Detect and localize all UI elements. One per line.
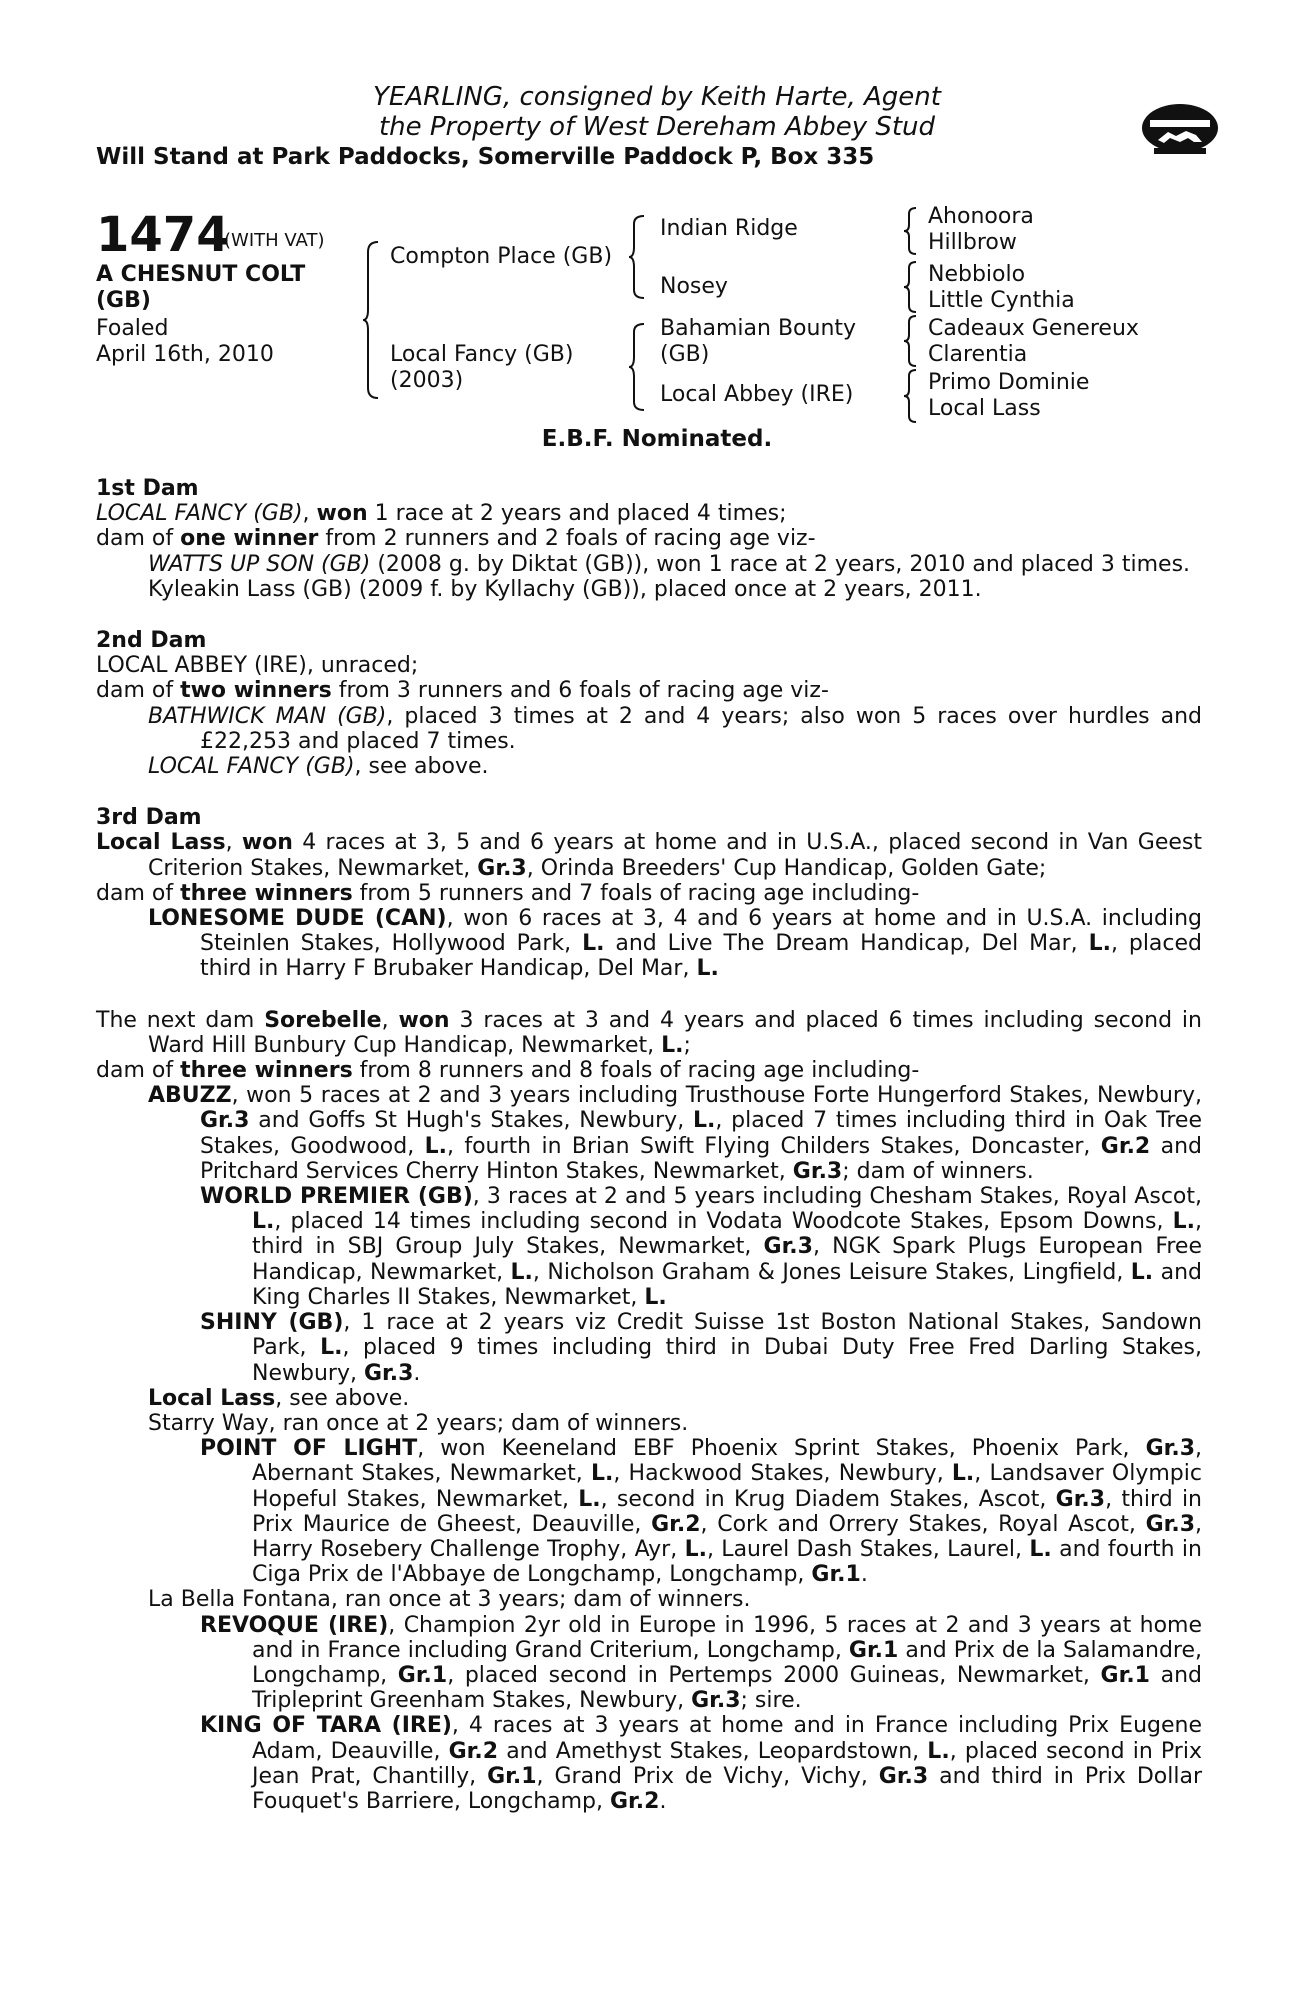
lot-number: 1474 [96,207,230,263]
ebf-nominated: E.B.F. Nominated. [541,426,773,452]
pedigree-sire-dam: Nosey [660,274,728,299]
catalogue-body [96,476,1202,1814]
pedigree-brace-gen3-2 [903,260,919,314]
lot-vat: (WITH VAT) [224,230,325,251]
next-dam-produce: dam of three winners from 8 runners and 8 foals of racing age including- [96,1058,920,1084]
first-dam-produce: dam of one winner from 2 runners and 2 foals of racing age viz- [96,526,816,552]
pedigree-gen3-4: Little Cynthia [928,288,1075,313]
local-lass-entry: Local Lass, see above. [148,1385,410,1411]
starry-way-entry: Starry Way, ran once at 2 years; dam of winners. [148,1410,689,1436]
pedigree-gen3-6: Clarentia [928,342,1028,367]
pedigree-sire: Compton Place (GB) [390,244,613,269]
pedigree-dam-sire-line1: Bahamian Bounty [660,316,857,341]
first-dam-foal-2: Kyleakin Lass (GB) (2009 f. by Kyllachy (GB)), placed once at 2 years, 2011. [148,576,982,602]
pedigree-brace-gen3-3 [903,314,919,368]
third-dam-produce: dam of three winners from 5 runners and 7 foals of racing age including- [96,880,920,906]
abuzz-entry: ABUZZ, won 5 races at 2 and 3 years including Trusthouse Forte Hungerford Stakes, Newbury, Gr.3 and Goffs St Hugh's Stakes, Newbury, L., placed 7 times including third in Oak Tree Stakes, Goodwood, L., fourth in Brian Swift Flying Childers Stakes, Doncaster, Gr.2 and Pritchard Services Cherry Hinton Stakes, Newmarket, Gr.3; dam of winners. [148,1083,1202,1184]
first-dam-foal-1: WATTS UP SON (GB) (2008 g. by Diktat (GB)), won 1 race at 2 years, 2010 and placed 3 times. [148,551,1191,577]
yearling-bonus-badge-icon [1140,98,1220,156]
pedigree-sire-sire: Indian Ridge [660,216,798,241]
second-dam-heading: 2nd Dam [96,628,207,654]
pedigree-gen3-2: Hillbrow [928,230,1017,255]
point-of-light-entry: POINT OF LIGHT, won Keeneland EBF Phoenix Sprint Stakes, Phoenix Park, Gr.3, Abernant Stakes, Newmarket, L., Hackwood Stakes, Newbury, L., Landsaver Olympic Hopeful Stakes, Newmarket, L., second in Krug Diadem Stakes, Ascot, Gr.3, third in Prix Maurice de Gheest, Deauville, Gr.2, Cork and Orrery Stakes, Royal Ascot, Gr.3, Harry Rosebery Challenge Trophy, Ayr, L., Laurel Dash Stakes, Laurel, L. and fourth in Ciga Prix de l'Abbaye de Longchamp, Longchamp, Gr.1. [200,1436,1202,1588]
revoque-entry: REVOQUE (IRE), Champion 2yr old in Europe in 1996, 5 races at 2 and 3 years at home and in France including Grand Criterium, Longchamp, Gr.1 and Prix de la Salamandre, Longchamp, Gr.1, placed second in Pertemps 2000 Guineas, Newmarket, Gr.1 and Tripleprint Greenham Stakes, Newbury, Gr.3; sire. [200,1612,1203,1714]
second-dam-foal-1: BATHWICK MAN (GB), placed 3 times at 2 and 4 years; also won 5 races over hurdles and £22,253 and placed 7 times. [148,703,1202,754]
pedigree-dam-line1: Local Fancy (GB) [390,342,574,367]
pedigree-dam-dam: Local Abbey (IRE) [660,382,854,407]
world-premier-entry: WORLD PREMIER (GB), 3 races at 2 and 5 years including Chesham Stakes, Royal Ascot, L., placed 14 times including second in Vodata Woodcote Stakes, Epsom Downs, L., third in SBJ Group July Stakes, Newmarket, Gr.3, NGK Spark Plugs European Free Handicap, Newmarket, L., Nicholson Graham & Jones Leisure Stakes, Lingfield, L. and King Charles II Stakes, Newmarket, L. [200,1184,1203,1310]
header-property: the Property of West Dereham Abbey Stud [378,112,936,142]
pedigree-brace-gen3-1 [903,206,919,256]
third-dam-heading: 3rd Dam [96,805,202,831]
header-location: Will Stand at Park Paddocks, Somerville Paddock P, Box 335 [96,144,875,170]
pedigree-gen3-1: Ahonoora [928,204,1034,229]
lot-foaled-label: Foaled [96,316,169,341]
shiny-entry: SHINY (GB), 1 race at 2 years viz Credit Suisse 1st Boston National Stakes, Sandown Park, L., placed 9 times including third in Dubai Duty Free Fred Darling Stakes, Newbury, Gr.3. [200,1310,1202,1386]
first-dam-record: LOCAL FANCY (GB), won 1 race at 2 years and placed 4 times; [96,501,787,527]
king-of-tara-entry: KING OF TARA (IRE), 4 races at 3 years at home and in France including Prix Eugene Adam, Deauville, Gr.2 and Amethyst Stakes, Leopardstown, L., placed second in Prix Jean Prat, Chantilly, Gr.1, Grand Prix de Vichy, Vichy, Gr.3 and third in Prix Dollar Fouquet's Barriere, Longchamp, Gr.2. [200,1713,1202,1814]
pedigree-brace-sire [628,214,648,300]
pedigree-dam-line2: (2003) [390,368,464,393]
lot-foaled-date: April 16th, 2010 [96,342,274,367]
second-dam-record: LOCAL ABBEY (IRE), unraced; [96,653,419,679]
pedigree-brace-main [362,240,382,400]
third-dam-record: Local Lass, won 4 races at 3, 5 and 6 years at home and in U.S.A., placed second in Van Geest Criterion Stakes, Newmarket, Gr.3, Orinda Breeders' Cup Handicap, Golden Gate; [96,830,1202,881]
third-dam-foal-1: LONESOME DUDE (CAN), won 6 races at 3, 4 and 6 years at home and in U.S.A. including Steinlen Stakes, Hollywood Park, L. and Live The Dream Handicap, Del Mar, L., placed third in Harry F Brubaker Handicap, Del Mar, L. [148,906,1203,982]
la-bella-fontana-entry: La Bella Fontana, ran once at 3 years; dam of winners. [148,1587,751,1613]
lot-name-line2: (GB) [96,288,151,313]
pedigree-gen3-3: Nebbiolo [928,262,1026,287]
first-dam-heading: 1st Dam [96,476,199,501]
lot-name-line1: A CHESNUT COLT [96,262,306,287]
pedigree-brace-gen3-4 [903,368,919,424]
pedigree-brace-dam [628,322,648,412]
second-dam-produce: dam of two winners from 3 runners and 6 foals of racing age viz- [96,678,829,704]
pedigree-gen3-5: Cadeaux Genereux [928,316,1139,341]
header-consignor: YEARLING, consigned by Keith Harte, Agent [373,82,941,112]
pedigree-gen3-7: Primo Dominie [928,370,1090,395]
pedigree-gen3-8: Local Lass [928,396,1041,421]
pedigree-dam-sire-line2: (GB) [660,342,710,367]
next-dam-record: The next dam Sorebelle, won 3 races at 3 and 4 years and placed 6 times including second in Ward Hill Bunbury Cup Handicap, Newmarket, L.; [96,1007,1202,1058]
second-dam-foal-2: LOCAL FANCY (GB), see above. [148,754,489,780]
